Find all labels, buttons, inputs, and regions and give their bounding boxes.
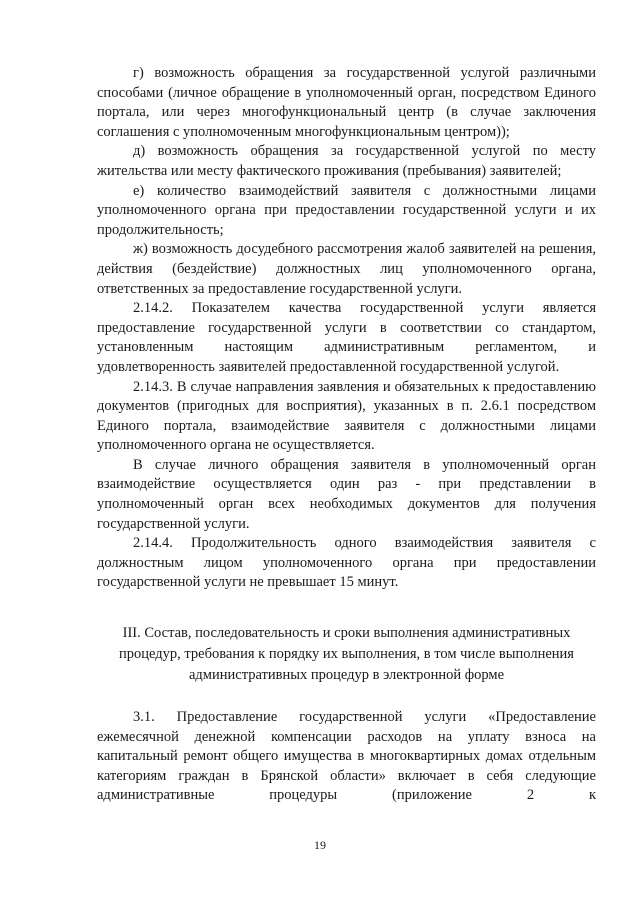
paragraph-2-14-3: 2.14.3. В случае направления заявления и обязательных к предоставлению документов (пригодных для восприятия), указанных в п. 2.6.1 посредством Единого портала, взаимодействие заявителя с должностными лицами уполномоченного органа не осуществляется. <box>97 378 596 454</box>
paragraph-item-e: е) количество взаимодействий заявителя с должностными лицами уполномоченного органа при предоставлении государственной услуги и их продолжительность; <box>97 182 596 238</box>
paragraph-item-g: г) возможность обращения за государственной услугой различными способами (личное обращение в уполномоченный орган, посредством Единого портала, или через многофункциональный центр (в случае заключения соглашения с уполномоченным многофункциональным центром)); <box>97 65 596 140</box>
paragraph-personal-appeal: В случае личного обращения заявителя в уполномоченный орган взаимодействие осуществляется один раз - при представлении в уполномоченный орган всех необходимых документов для получения государственной услуги. <box>97 456 596 532</box>
paragraph-2-14-2: 2.14.2. Показателем качества государственной услуги является предоставление государственной услуги в соответствии со стандартом, установленным настоящим административным регламентом, и удовлетворенность заявителей предоставленной государственной услугой. <box>97 300 596 375</box>
paragraph-item-d: д) возможность обращения за государственной услугой по месту жительства или месту фактического проживания (пребывания) заявителей; <box>97 143 596 179</box>
paragraph-item-zh: ж) возможность досудебного рассмотрения жалоб заявителей на решения, действия (бездействие) должностных лиц уполномоченного органа, ответственных за предоставление государственной услуги. <box>97 241 596 297</box>
document-body <box>97 64 596 806</box>
paragraph-3-1: 3.1. Предоставление государственной услуги «Предоставление ежемесячной денежной компенсации расходов на уплату взноса на капитальный ремонт общего имущества в многоквартирных домах отдельным категориям граждан в Брянской области» включает в себя следующие административные процедуры (приложение 2 к <box>97 709 596 804</box>
paragraph-2-14-4: 2.14.4. Продолжительность одного взаимодействия заявителя с должностным лицом уполномоченного органа при предоставлении государственной услуги не превышает 15 минут. <box>97 535 596 591</box>
section-heading: III. Состав, последовательность и сроки выполнения административных процедур, требования к порядку их выполнения, в том числе выполнения административных процедур в электронной форме <box>119 625 574 684</box>
page-number: 19 <box>314 838 326 852</box>
